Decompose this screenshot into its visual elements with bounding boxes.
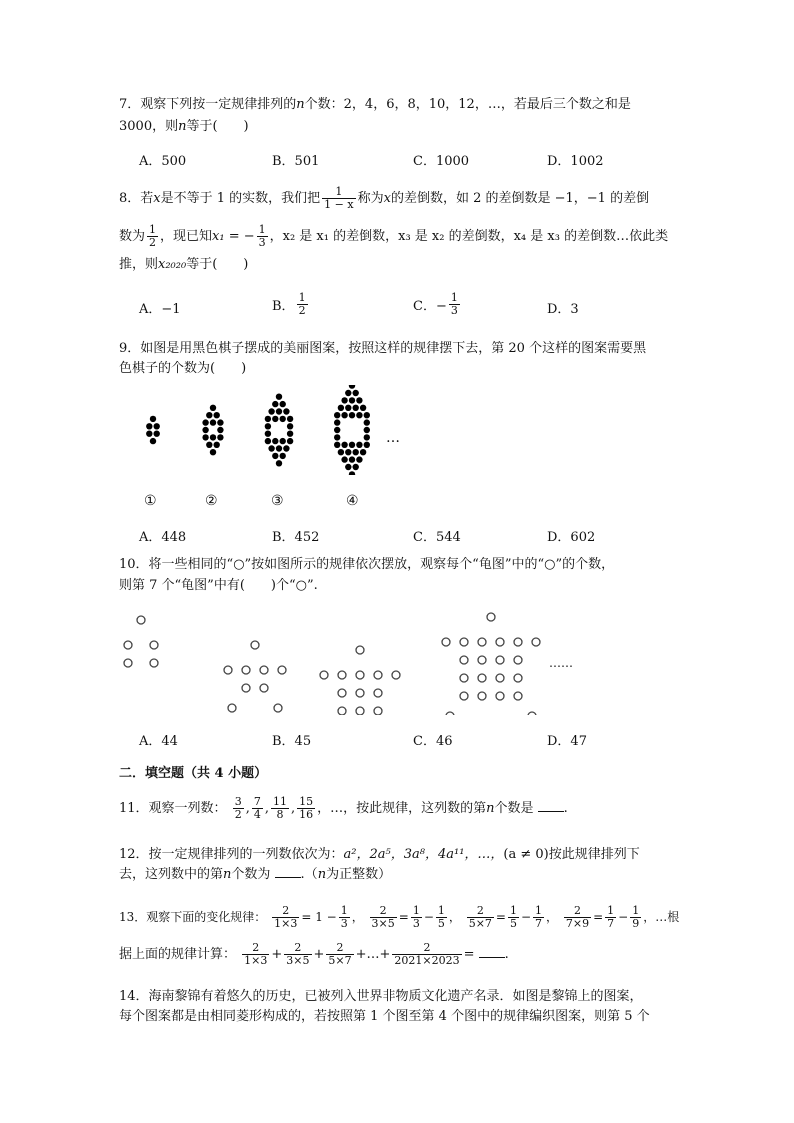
q9-chess-piece	[210, 405, 216, 411]
q10-circle	[356, 646, 364, 654]
q9-chess-piece	[280, 438, 286, 444]
q10-circle	[242, 666, 250, 674]
q10-circle	[496, 656, 504, 664]
q9-chess-piece	[338, 405, 344, 411]
q9-chess-piece	[265, 416, 271, 422]
q9-chess-piece	[349, 397, 355, 403]
q7-line2: 3000，则n等于( )	[119, 119, 249, 134]
q7-option-a[interactable]: A．500	[139, 154, 187, 169]
q9-chess-piece	[283, 445, 289, 451]
q14-line2: 每个图案都是由相同菱形构成的，若按照第 1 个图至第 4 个图中的规律编织图案，则第 5 个	[119, 1009, 650, 1024]
q10-circle	[374, 689, 382, 697]
q9-chess-piece	[154, 423, 160, 429]
q9-chess-piece	[214, 442, 220, 448]
q13-answer-blank[interactable]	[479, 947, 505, 958]
q9-option-c[interactable]: C．544	[413, 530, 461, 545]
q9-chess-piece	[202, 434, 208, 440]
q10-circle	[478, 638, 486, 646]
q9-chess-piece	[349, 456, 355, 462]
q9-chess-piece	[276, 445, 282, 451]
q9-chess-piece	[206, 442, 212, 448]
q8-fraction: $\frac{1}{1 - x}$	[324, 185, 354, 211]
q10-ellipsis: ……	[549, 656, 573, 670]
q9-chess-piece	[265, 431, 271, 437]
q10-circle	[496, 692, 504, 700]
q9-chess-piece	[349, 385, 355, 389]
q9-chess-piece	[287, 438, 293, 444]
q8-option-b[interactable]: B． $\frac{1}{2}$	[272, 291, 306, 317]
q10-circle	[242, 684, 250, 692]
q9-chess-piece	[353, 390, 359, 396]
q10-circle	[392, 671, 400, 679]
q9-chess-piece	[206, 412, 212, 418]
q9-line2: 色棋子的个数为( )	[119, 361, 247, 376]
q8-line3: 推，则x₂₀₂₀等于( )	[119, 257, 249, 272]
q9-chess-piece	[202, 419, 208, 425]
section-heading: 二．填空题（共 4 小题）	[119, 766, 268, 781]
q10-circle	[446, 712, 454, 715]
q9-label-2: ②	[205, 493, 218, 509]
q9-chess-piece	[287, 431, 293, 437]
q10-circle	[514, 638, 522, 646]
q11-answer-blank[interactable]	[538, 801, 564, 812]
q10-circle	[338, 689, 346, 697]
q9-chess-piece	[272, 438, 278, 444]
q10-circle	[150, 641, 158, 649]
q10-circle	[496, 638, 504, 646]
q10-circle	[320, 671, 328, 679]
q9-chess-piece	[349, 442, 355, 448]
q10-circle	[338, 671, 346, 679]
q10-circle	[460, 656, 468, 664]
q10-option-b[interactable]: B．45	[272, 734, 312, 749]
q13-line1: 13．观察下面的变化规律： $\frac{2}{1\times 3}$ = 1 − $\frac{1}{3}$ ， $\frac{2}{3\times 5}$ = $\frac{1}{3}$ − $\frac{1}{5}$ ， $\frac{2}{5\times 7}$ = $\frac{1}{5}$ − $\frac{1}{7}$ ， $\frac{2}{7\times 9}$ = $\frac{1}{7}$ − $\frac{1}{9}$ ，…根	[119, 904, 680, 930]
q10-circle	[338, 707, 346, 715]
q9-chess-piece	[364, 442, 370, 448]
q10-circle	[514, 656, 522, 664]
q10-option-a[interactable]: A．44	[139, 734, 178, 749]
q9-chess-piece	[345, 390, 351, 396]
q7-line1: 7．观察下列按一定规律排列的n个数：2，4，6，8，10，12，…，若最后三个数之和是	[119, 97, 631, 112]
q10-circle	[478, 692, 486, 700]
q9-chess-piece	[150, 416, 156, 422]
q9-chess-piece	[276, 408, 282, 414]
q9-chess-figures	[130, 385, 420, 475]
q9-label-4: ④	[346, 493, 359, 509]
q14-line1: 14．海南黎锦有着悠久的历史，已被列入世界非物质文化遗产名录．如图是黎锦上的图案，	[119, 989, 643, 1004]
q10-circle	[487, 613, 495, 621]
q10-circle	[124, 641, 132, 649]
q10-circle	[260, 684, 268, 692]
q10-circle	[496, 674, 504, 682]
q9-chess-piece	[360, 405, 366, 411]
q10-circle	[460, 692, 468, 700]
q8-line2: 数为 $\frac{1}{2}$ ，现已知x₁ = − $\frac{1}{3}$ ，x₂ 是 x₁ 的差倒数，x₃ 是 x₂ 的差倒数，x₄ 是 x₃ 的差倒数…依此类	[119, 223, 669, 249]
q10-circle	[374, 671, 382, 679]
q10-circle	[137, 616, 145, 624]
q13-line2: 据上面的规律计算： $\frac{2}{1\times 3}$ + $\frac{2}{3\times 5}$ + $\frac{2}{5\times 7}$ +…+ $\frac{2}{2021\times 2023}$ = .	[119, 941, 509, 967]
q10-circle	[356, 671, 364, 679]
q9-chess-piece	[364, 412, 370, 418]
q9-chess-piece	[349, 471, 355, 475]
q10-circle	[356, 707, 364, 715]
q9-chess-piece	[202, 427, 208, 433]
q10-line2: 则第 7 个“龟图”中有( )个“○”.	[119, 578, 318, 593]
q8-options	[0, 292, 794, 326]
q12-line1: 12．按一定规律排列的一列数依次为：a²，2a⁵，3a⁸，4a¹¹，…，(a ≠ 0)按此规律排列下	[119, 847, 640, 862]
q9-chess-piece	[287, 423, 293, 429]
q9-chess-piece	[356, 442, 362, 448]
q9-chess-piece	[341, 397, 347, 403]
q10-circle	[532, 638, 540, 646]
q9-chess-piece	[217, 427, 223, 433]
q9-chess-piece	[334, 427, 340, 433]
q9-chess-piece	[146, 423, 152, 429]
q7-option-c[interactable]: C．1000	[413, 154, 470, 169]
q7-options	[0, 150, 794, 170]
q9-chess-piece	[265, 423, 271, 429]
q9-chess-piece	[364, 434, 370, 440]
q10-circle	[274, 704, 282, 712]
q9-chess-piece	[280, 453, 286, 459]
q9-chess-piece	[283, 408, 289, 414]
q9-chess-piece	[364, 427, 370, 433]
q9-chess-piece	[210, 419, 216, 425]
q9-chess-piece	[154, 431, 160, 437]
q9-chess-piece	[341, 456, 347, 462]
q10-circle	[278, 666, 286, 674]
q9-chess-piece	[334, 442, 340, 448]
q8-option-d[interactable]: D．3	[547, 302, 579, 317]
q7-option-d[interactable]: D．1002	[547, 154, 604, 169]
q9-chess-piece	[364, 419, 370, 425]
q9-chess-piece	[268, 445, 274, 451]
q12-answer-blank[interactable]	[275, 867, 301, 878]
q10-circle	[251, 641, 259, 649]
q10-circle	[224, 666, 232, 674]
q9-chess-piece	[280, 416, 286, 422]
q11-line: 11．观察一列数： $\frac{3}{2}$ , $\frac{7}{4}$ , $\frac{11}{8}$ , $\frac{15}{16}$ ，…，按此规律，这列数的第n个数是 .	[119, 795, 568, 821]
q10-circle	[514, 674, 522, 682]
q9-chess-piece	[217, 434, 223, 440]
q10-circle	[460, 638, 468, 646]
q9-chess-piece	[272, 401, 278, 407]
q10-circle	[442, 638, 450, 646]
q10-circle	[260, 666, 268, 674]
q10-circle	[228, 704, 236, 712]
q8-option-a[interactable]: A．−1	[139, 302, 181, 317]
q9-chess-piece	[217, 419, 223, 425]
q10-circle	[150, 659, 158, 667]
q10-option-d[interactable]: D．47	[547, 734, 587, 749]
q9-chess-piece	[349, 412, 355, 418]
q10-circle	[460, 674, 468, 682]
q10-circle	[374, 707, 382, 715]
q9-option-a[interactable]: A．448	[139, 530, 187, 545]
q10-turtle-figures	[110, 605, 560, 715]
q9-chess-piece	[345, 449, 351, 455]
q10-line1: 10．将一些相同的“○”按如图所示的规律依次摆放，观察每个“龟图”中的“○”的个数，	[119, 557, 615, 572]
q10-options	[0, 730, 794, 750]
q9-chess-piece	[353, 405, 359, 411]
q9-chess-piece	[341, 412, 347, 418]
q9-option-d[interactable]: D．602	[547, 530, 596, 545]
q10-circle	[356, 689, 364, 697]
q9-chess-piece	[268, 408, 274, 414]
q10-circle	[124, 659, 132, 667]
q9-chess-piece	[356, 397, 362, 403]
q9-chess-piece	[334, 412, 340, 418]
q9-ellipsis: …	[386, 430, 400, 446]
q9-chess-piece	[341, 442, 347, 448]
q9-chess-piece	[150, 438, 156, 444]
q10-circle	[478, 674, 486, 682]
q9-chess-piece	[287, 416, 293, 422]
q9-chess-piece	[360, 449, 366, 455]
q9-chess-piece	[345, 464, 351, 470]
q9-chess-piece	[356, 456, 362, 462]
q9-chess-piece	[210, 434, 216, 440]
q8-line1: 8．若x是不等于 1 的实数，我们把 $\frac{1}{1 - x}$ 称为x的差倒数，如 2 的差倒数是 −1，−1 的差倒	[119, 185, 650, 211]
q9-line1: 9．如图是用黑色棋子摆成的美丽图案，按照这样的规律摆下去，第 20 个这样的图案需要黑	[119, 341, 647, 356]
q9-chess-piece	[272, 453, 278, 459]
q9-label-3: ③	[271, 493, 284, 509]
q10-circle	[514, 692, 522, 700]
q9-chess-piece	[214, 412, 220, 418]
q9-chess-piece	[276, 394, 282, 400]
q9-option-b[interactable]: B．452	[272, 530, 320, 545]
q9-chess-piece	[280, 401, 286, 407]
q9-chess-piece	[356, 412, 362, 418]
q9-chess-piece	[146, 431, 152, 437]
q10-circle	[478, 656, 486, 664]
q9-chess-piece	[210, 449, 216, 455]
q9-chess-piece	[334, 434, 340, 440]
q9-chess-piece	[345, 405, 351, 411]
q9-chess-piece	[353, 449, 359, 455]
q9-chess-piece	[338, 449, 344, 455]
q9-label-1: ①	[144, 493, 157, 509]
q9-chess-piece	[276, 460, 282, 466]
q10-circle	[528, 712, 536, 715]
q8-option-c[interactable]: C．− $\frac{1}{3}$	[413, 291, 458, 317]
q10-option-c[interactable]: C．46	[413, 734, 453, 749]
q9-chess-piece	[265, 438, 271, 444]
q9-chess-piece	[272, 416, 278, 422]
q7-option-b[interactable]: B．501	[272, 154, 320, 169]
q9-chess-piece	[353, 464, 359, 470]
q9-chess-piece	[334, 419, 340, 425]
q12-line2: 去，这列数中的第n个数为 .（n为正整数）	[119, 867, 392, 882]
q9-options	[0, 526, 794, 546]
